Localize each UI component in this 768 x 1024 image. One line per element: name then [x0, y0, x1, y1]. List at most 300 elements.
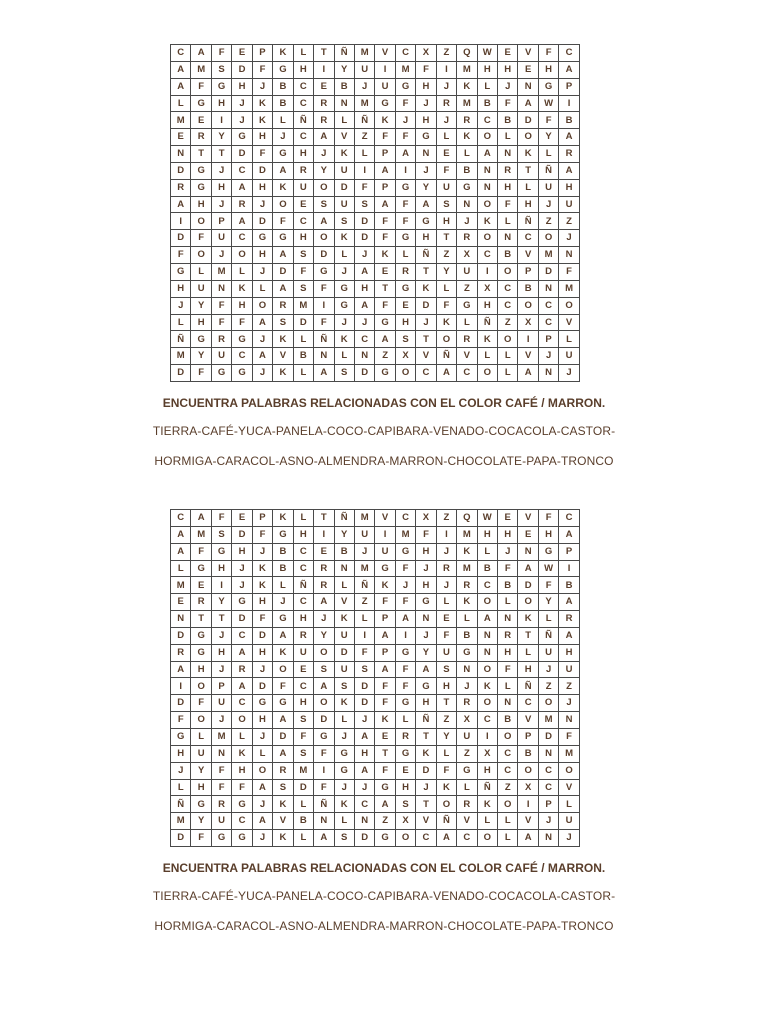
- grid-cell: E: [518, 61, 538, 78]
- grid-cell: L: [498, 129, 518, 146]
- grid-cell: B: [273, 78, 293, 95]
- grid-cell: O: [477, 129, 497, 146]
- grid-cell: N: [457, 196, 477, 213]
- grid-cell: G: [211, 830, 231, 847]
- grid-cell: M: [559, 280, 579, 297]
- grid-cell: U: [354, 526, 374, 543]
- grid-cell: A: [375, 196, 395, 213]
- grid-row: [171, 577, 580, 594]
- grid-cell: O: [232, 247, 252, 264]
- grid-cell: H: [293, 61, 313, 78]
- grid-cell: F: [538, 112, 558, 129]
- grid-cell: A: [273, 745, 293, 762]
- grid-cell: X: [477, 280, 497, 297]
- grid-cell: T: [191, 146, 211, 163]
- grid-cell: H: [232, 78, 252, 95]
- grid-cell: O: [191, 712, 211, 729]
- grid-cell: R: [273, 297, 293, 314]
- grid-cell: L: [477, 78, 497, 95]
- grid-cell: A: [375, 796, 395, 813]
- grid-cell: K: [232, 745, 252, 762]
- grid-cell: A: [477, 611, 497, 628]
- grid-cell: Ñ: [538, 627, 558, 644]
- grid-cell: M: [354, 560, 374, 577]
- grid-cell: Z: [498, 779, 518, 796]
- grid-cell: F: [273, 678, 293, 695]
- grid-row: [171, 213, 580, 230]
- grid-cell: C: [498, 297, 518, 314]
- grid-cell: N: [538, 365, 558, 382]
- grid-cell: H: [293, 611, 313, 628]
- grid-cell: F: [498, 95, 518, 112]
- grid-cell: J: [436, 78, 456, 95]
- grid-cell: D: [252, 213, 272, 230]
- grid-cell: A: [252, 348, 272, 365]
- grid-cell: D: [416, 762, 436, 779]
- grid-cell: S: [293, 280, 313, 297]
- grid-cell: T: [518, 162, 538, 179]
- grid-cell: D: [171, 365, 191, 382]
- grid-row: [171, 712, 580, 729]
- grid-cell: J: [252, 661, 272, 678]
- grid-cell: F: [395, 213, 415, 230]
- grid-cell: O: [395, 365, 415, 382]
- grid-cell: G: [191, 560, 211, 577]
- grid-cell: F: [395, 678, 415, 695]
- grid-cell: H: [416, 695, 436, 712]
- grid-cell: M: [354, 45, 374, 62]
- grid-cell: L: [498, 213, 518, 230]
- grid-cell: L: [498, 813, 518, 830]
- grid-cell: O: [252, 297, 272, 314]
- grid-cell: J: [395, 112, 415, 129]
- grid-row: [171, 830, 580, 847]
- grid-cell: X: [477, 745, 497, 762]
- grid-cell: Y: [314, 162, 334, 179]
- grid-cell: U: [293, 179, 313, 196]
- grid-cell: D: [314, 712, 334, 729]
- grid-cell: U: [334, 162, 354, 179]
- grid-cell: S: [354, 661, 374, 678]
- grid-cell: F: [252, 526, 272, 543]
- grid-cell: D: [293, 779, 313, 796]
- grid-cell: U: [375, 78, 395, 95]
- grid-cell: G: [232, 830, 252, 847]
- grid-cell: E: [171, 594, 191, 611]
- grid-cell: C: [293, 594, 313, 611]
- grid-cell: X: [457, 247, 477, 264]
- grid-cell: U: [354, 61, 374, 78]
- grid-cell: I: [559, 95, 579, 112]
- grid-cell: Ñ: [293, 112, 313, 129]
- grid-cell: T: [191, 611, 211, 628]
- grid-cell: N: [538, 280, 558, 297]
- grid-cell: J: [314, 611, 334, 628]
- grid-cell: G: [191, 644, 211, 661]
- grid-cell: J: [334, 263, 354, 280]
- grid-cell: J: [559, 695, 579, 712]
- grid-cell: F: [436, 162, 456, 179]
- grid-cell: I: [375, 526, 395, 543]
- grid-cell: P: [538, 331, 558, 348]
- grid-row: [171, 611, 580, 628]
- grid-cell: L: [538, 146, 558, 163]
- grid-cell: D: [354, 678, 374, 695]
- grid-cell: G: [457, 179, 477, 196]
- grid-cell: L: [518, 179, 538, 196]
- grid-cell: J: [498, 543, 518, 560]
- grid-cell: I: [171, 678, 191, 695]
- grid-row: [171, 695, 580, 712]
- grid-cell: J: [211, 627, 231, 644]
- grid-cell: Z: [436, 45, 456, 62]
- grid-cell: L: [354, 611, 374, 628]
- grid-cell: Y: [191, 813, 211, 830]
- grid-cell: K: [477, 213, 497, 230]
- grid-cell: F: [498, 661, 518, 678]
- grid-cell: G: [171, 263, 191, 280]
- grid-cell: B: [498, 247, 518, 264]
- grid-cell: Y: [211, 129, 231, 146]
- grid-cell: J: [354, 712, 374, 729]
- grid-cell: F: [416, 526, 436, 543]
- grid-cell: G: [375, 560, 395, 577]
- grid-row: [171, 560, 580, 577]
- grid-cell: N: [477, 644, 497, 661]
- grid-cell: L: [538, 611, 558, 628]
- grid-cell: O: [395, 830, 415, 847]
- grid-cell: I: [477, 263, 497, 280]
- grid-cell: A: [375, 627, 395, 644]
- grid-cell: K: [477, 678, 497, 695]
- grid-cell: L: [498, 365, 518, 382]
- grid-cell: E: [498, 510, 518, 527]
- grid-cell: G: [457, 644, 477, 661]
- grid-cell: I: [314, 297, 334, 314]
- grid-cell: J: [354, 247, 374, 264]
- grid-cell: J: [252, 830, 272, 847]
- grid-cell: Z: [559, 213, 579, 230]
- grid-cell: Ñ: [354, 112, 374, 129]
- grid-cell: A: [171, 196, 191, 213]
- grid-cell: G: [457, 297, 477, 314]
- grid-cell: G: [395, 745, 415, 762]
- puzzle-instructions: ENCUENTRA PALABRAS RELACIONADAS CON EL COLOR CAFÉ / MARRON.: [162, 395, 606, 410]
- grid-cell: A: [354, 263, 374, 280]
- grid-cell: R: [293, 162, 313, 179]
- grid-cell: A: [559, 129, 579, 146]
- grid-cell: J: [436, 112, 456, 129]
- grid-cell: H: [559, 179, 579, 196]
- grid-cell: T: [436, 695, 456, 712]
- grid-cell: F: [252, 611, 272, 628]
- grid-cell: K: [252, 577, 272, 594]
- grid-cell: J: [252, 543, 272, 560]
- grid-cell: L: [252, 745, 272, 762]
- grid-cell: Z: [457, 745, 477, 762]
- grid-cell: R: [232, 661, 252, 678]
- grid-cell: K: [273, 331, 293, 348]
- grid-cell: A: [191, 45, 211, 62]
- grid-cell: H: [293, 526, 313, 543]
- grid-cell: J: [436, 543, 456, 560]
- grid-cell: J: [334, 728, 354, 745]
- grid-cell: B: [457, 162, 477, 179]
- grid-cell: P: [252, 510, 272, 527]
- grid-cell: A: [171, 661, 191, 678]
- grid-cell: C: [416, 830, 436, 847]
- grid-cell: O: [498, 728, 518, 745]
- grid-cell: X: [395, 348, 415, 365]
- grid-cell: B: [334, 78, 354, 95]
- grid-cell: L: [395, 712, 415, 729]
- grid-cell: A: [171, 78, 191, 95]
- grid-cell: F: [395, 95, 415, 112]
- grid-cell: W: [477, 45, 497, 62]
- grid-row: [171, 95, 580, 112]
- grid-cell: T: [375, 280, 395, 297]
- word-list-line-2: HORMIGA-CARACOL-ASNO-ALMENDRA-MARRON-CHOCOLATE-PAPA-TRONCO: [154, 453, 614, 468]
- grid-cell: F: [375, 678, 395, 695]
- grid-cell: H: [191, 196, 211, 213]
- grid-cell: A: [232, 678, 252, 695]
- grid-cell: T: [314, 510, 334, 527]
- grid-cell: D: [232, 61, 252, 78]
- grid-cell: K: [334, 611, 354, 628]
- grid-cell: V: [416, 813, 436, 830]
- grid-cell: C: [293, 78, 313, 95]
- grid-cell: T: [314, 45, 334, 62]
- grid-cell: J: [416, 95, 436, 112]
- grid-cell: I: [436, 526, 456, 543]
- grid-cell: J: [314, 146, 334, 163]
- grid-row: [171, 129, 580, 146]
- grid-cell: D: [273, 728, 293, 745]
- grid-cell: F: [314, 280, 334, 297]
- grid-cell: E: [395, 297, 415, 314]
- grid-cell: H: [191, 779, 211, 796]
- grid-cell: L: [436, 745, 456, 762]
- grid-cell: U: [211, 348, 231, 365]
- grid-cell: L: [171, 95, 191, 112]
- grid-cell: A: [273, 162, 293, 179]
- grid-cell: M: [211, 728, 231, 745]
- grid-cell: C: [538, 314, 558, 331]
- grid-cell: D: [354, 830, 374, 847]
- grid-cell: D: [232, 146, 252, 163]
- grid-cell: U: [375, 543, 395, 560]
- grid-cell: Ñ: [334, 45, 354, 62]
- grid-cell: W: [538, 560, 558, 577]
- grid-cell: P: [252, 45, 272, 62]
- grid-cell: K: [273, 796, 293, 813]
- grid-cell: C: [538, 297, 558, 314]
- grid-cell: I: [559, 560, 579, 577]
- grid-cell: J: [538, 661, 558, 678]
- grid-cell: F: [375, 594, 395, 611]
- grid-cell: H: [293, 695, 313, 712]
- grid-cell: K: [334, 695, 354, 712]
- grid-cell: R: [191, 129, 211, 146]
- grid-cell: M: [293, 762, 313, 779]
- grid-cell: I: [395, 627, 415, 644]
- grid-cell: J: [211, 162, 231, 179]
- grid-cell: H: [518, 196, 538, 213]
- grid-cell: P: [375, 179, 395, 196]
- grid-cell: A: [559, 61, 579, 78]
- grid-cell: N: [354, 813, 374, 830]
- grid-cell: L: [559, 331, 579, 348]
- grid-cell: D: [252, 678, 272, 695]
- grid-row: [171, 280, 580, 297]
- grid-cell: D: [354, 230, 374, 247]
- grid-cell: N: [559, 247, 579, 264]
- grid-cell: O: [436, 331, 456, 348]
- grid-row: [171, 594, 580, 611]
- grid-cell: R: [171, 644, 191, 661]
- grid-cell: D: [171, 627, 191, 644]
- grid-row: [171, 348, 580, 365]
- grid-cell: E: [436, 611, 456, 628]
- grid-cell: P: [375, 644, 395, 661]
- grid-cell: J: [416, 560, 436, 577]
- grid-cell: H: [498, 526, 518, 543]
- grid-cell: Z: [538, 213, 558, 230]
- grid-cell: J: [559, 365, 579, 382]
- grid-cell: G: [334, 280, 354, 297]
- grid-cell: J: [232, 95, 252, 112]
- grid-cell: R: [314, 577, 334, 594]
- word-list-line-2: HORMIGA-CARACOL-ASNO-ALMENDRA-MARRON-CHOCOLATE-PAPA-TRONCO: [154, 918, 614, 933]
- grid-cell: N: [416, 146, 436, 163]
- grid-row: [171, 627, 580, 644]
- grid-cell: C: [232, 230, 252, 247]
- grid-cell: C: [518, 695, 538, 712]
- grid-cell: G: [211, 543, 231, 560]
- grid-cell: K: [334, 796, 354, 813]
- grid-cell: V: [518, 348, 538, 365]
- grid-cell: G: [211, 365, 231, 382]
- grid-cell: M: [457, 95, 477, 112]
- grid-row: [171, 146, 580, 163]
- grid-cell: O: [538, 230, 558, 247]
- grid-cell: H: [416, 112, 436, 129]
- grid-cell: N: [498, 611, 518, 628]
- grid-cell: F: [314, 314, 334, 331]
- grid-cell: Ñ: [477, 314, 497, 331]
- grid-cell: P: [559, 543, 579, 560]
- grid-cell: P: [538, 796, 558, 813]
- grid-cell: J: [211, 196, 231, 213]
- grid-cell: I: [314, 526, 334, 543]
- grid-cell: F: [375, 762, 395, 779]
- grid-cell: H: [436, 213, 456, 230]
- grid-cell: B: [477, 560, 497, 577]
- grid-cell: H: [436, 678, 456, 695]
- grid-cell: T: [211, 146, 231, 163]
- grid-cell: Y: [538, 129, 558, 146]
- grid-cell: P: [518, 263, 538, 280]
- grid-cell: Y: [436, 728, 456, 745]
- grid-cell: H: [498, 61, 518, 78]
- grid-cell: R: [171, 179, 191, 196]
- grid-cell: M: [191, 61, 211, 78]
- grid-cell: X: [518, 314, 538, 331]
- grid-cell: K: [334, 146, 354, 163]
- grid-cell: S: [293, 712, 313, 729]
- letter-grid: [170, 44, 580, 382]
- grid-cell: D: [518, 112, 538, 129]
- grid-cell: L: [477, 348, 497, 365]
- grid-cell: F: [538, 45, 558, 62]
- grid-cell: G: [416, 129, 436, 146]
- grid-cell: L: [457, 779, 477, 796]
- grid-cell: Y: [334, 526, 354, 543]
- grid-cell: J: [252, 196, 272, 213]
- grid-cell: J: [354, 779, 374, 796]
- grid-cell: G: [191, 627, 211, 644]
- grid-cell: E: [232, 45, 252, 62]
- grid-cell: M: [211, 263, 231, 280]
- grid-cell: C: [477, 112, 497, 129]
- grid-cell: L: [518, 644, 538, 661]
- grid-cell: D: [273, 263, 293, 280]
- grid-cell: G: [232, 365, 252, 382]
- grid-cell: O: [314, 695, 334, 712]
- grid-cell: E: [518, 526, 538, 543]
- grid-cell: I: [354, 627, 374, 644]
- grid-cell: H: [395, 779, 415, 796]
- grid-cell: V: [334, 129, 354, 146]
- grid-cell: D: [334, 179, 354, 196]
- grid-cell: J: [171, 762, 191, 779]
- grid-cell: J: [416, 779, 436, 796]
- grid-cell: I: [171, 213, 191, 230]
- grid-cell: G: [191, 162, 211, 179]
- grid-cell: V: [559, 779, 579, 796]
- grid-cell: M: [559, 745, 579, 762]
- grid-cell: S: [395, 796, 415, 813]
- grid-cell: R: [395, 263, 415, 280]
- grid-row: [171, 728, 580, 745]
- grid-cell: D: [354, 695, 374, 712]
- grid-cell: O: [518, 594, 538, 611]
- grid-cell: J: [416, 162, 436, 179]
- grid-cell: F: [375, 695, 395, 712]
- grid-row: [171, 510, 580, 527]
- grid-cell: U: [191, 280, 211, 297]
- grid-cell: L: [273, 577, 293, 594]
- grid-cell: M: [171, 813, 191, 830]
- grid-cell: O: [273, 661, 293, 678]
- grid-cell: G: [191, 95, 211, 112]
- grid-cell: Y: [334, 61, 354, 78]
- grid-cell: O: [518, 129, 538, 146]
- grid-cell: G: [334, 745, 354, 762]
- grid-cell: F: [191, 830, 211, 847]
- grid-cell: Y: [538, 594, 558, 611]
- grid-cell: R: [559, 611, 579, 628]
- grid-cell: I: [395, 162, 415, 179]
- grid-cell: G: [273, 611, 293, 628]
- grid-cell: K: [252, 95, 272, 112]
- grid-cell: B: [273, 95, 293, 112]
- grid-cell: F: [436, 297, 456, 314]
- grid-cell: J: [395, 577, 415, 594]
- grid-cell: N: [171, 146, 191, 163]
- grid-cell: I: [518, 331, 538, 348]
- grid-cell: R: [211, 796, 231, 813]
